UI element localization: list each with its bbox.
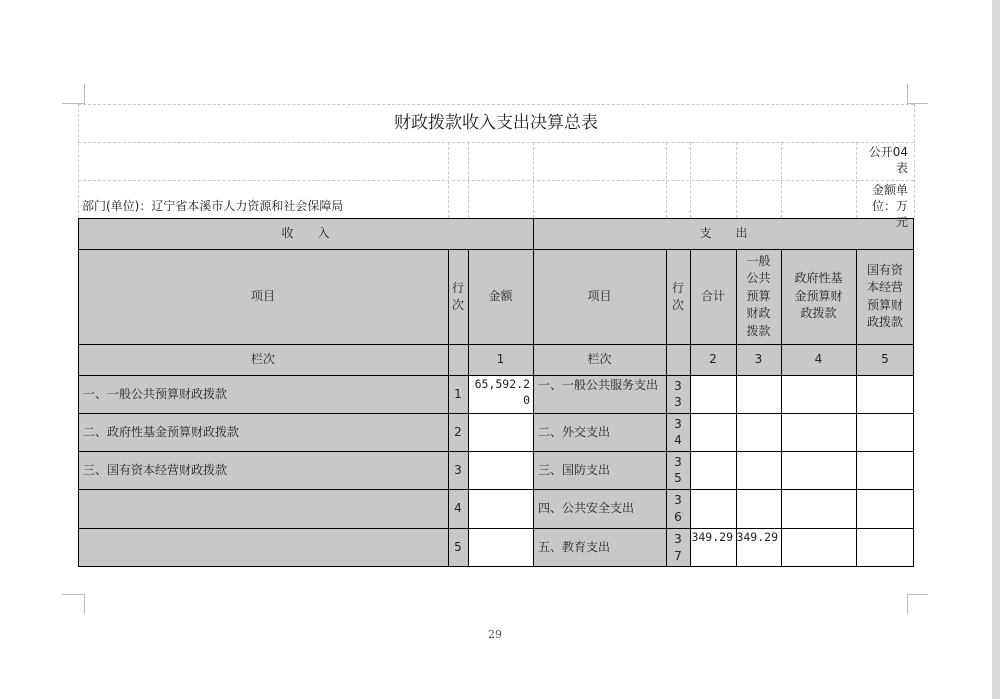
expense-row-no-cell: 33 bbox=[674, 378, 682, 409]
gridline bbox=[78, 413, 914, 414]
income-amount-cell bbox=[468, 413, 533, 451]
total-cell bbox=[690, 375, 736, 413]
gridline bbox=[78, 180, 914, 181]
income-amount-cell: 65,592.20 bbox=[474, 377, 530, 407]
crop-mark-bottom-left bbox=[62, 594, 84, 595]
gridline bbox=[690, 142, 691, 218]
income-amount-cell bbox=[468, 451, 533, 489]
gridline bbox=[78, 566, 914, 567]
gridline bbox=[690, 249, 691, 567]
income-item-cell: 二、政府性基金预算财政拨款 bbox=[83, 424, 240, 439]
department-label: 部门(单位)：辽宁省本溪市人力资源和社会保障局 bbox=[82, 199, 344, 213]
total-cell bbox=[690, 451, 736, 489]
gridline bbox=[78, 104, 79, 218]
income-row-no-cell: 4 bbox=[454, 501, 462, 516]
gridline bbox=[856, 142, 857, 218]
total-cell bbox=[690, 413, 736, 451]
gridline bbox=[78, 451, 914, 452]
income-header: 收 入 bbox=[281, 226, 330, 241]
income-item-header: 项目 bbox=[250, 289, 275, 304]
col-2-label: 2 bbox=[709, 352, 717, 367]
total-cell bbox=[690, 489, 736, 528]
total-cell: 349.29 bbox=[691, 530, 733, 544]
col-4-label: 4 bbox=[814, 352, 823, 367]
gridline bbox=[448, 249, 449, 567]
expense-header: 支 出 bbox=[699, 226, 748, 241]
income-row-no-header: 行次 bbox=[451, 281, 464, 312]
gridline bbox=[78, 528, 914, 529]
general-budget-cell bbox=[736, 413, 781, 451]
state-capital-header: 国有资本经营预算财政拨款 bbox=[866, 262, 903, 329]
expense-item-cell: 四、公共安全支出 bbox=[538, 501, 635, 516]
general-budget-cell bbox=[736, 451, 781, 489]
col-5-label: 5 bbox=[881, 352, 889, 367]
gridline bbox=[781, 249, 782, 567]
gridline bbox=[78, 249, 914, 250]
gridline bbox=[468, 249, 469, 567]
gridline bbox=[856, 249, 857, 567]
income-column-label: 栏次 bbox=[250, 352, 275, 367]
col-1-label: 1 bbox=[496, 352, 505, 367]
expense-item-cell: 三、国防支出 bbox=[538, 462, 611, 477]
gridline bbox=[736, 142, 737, 218]
general-budget-cell bbox=[736, 375, 781, 413]
gridline bbox=[448, 142, 449, 218]
gridline bbox=[666, 142, 667, 218]
gridline bbox=[78, 142, 914, 143]
amount-unit: 金额单位：万元 bbox=[871, 183, 908, 230]
gridline bbox=[914, 104, 915, 218]
expense-row-no-cell: 34 bbox=[674, 416, 682, 447]
vertical-scrollbar[interactable] bbox=[992, 0, 1000, 699]
budget-table bbox=[78, 104, 914, 567]
general-budget-header: 一般公共预算财政拨款 bbox=[746, 254, 771, 338]
income-row-no-cell: 1 bbox=[454, 386, 462, 401]
crop-mark-top-right-v bbox=[907, 84, 908, 104]
gridline bbox=[78, 344, 914, 345]
page-title: 财政拨款收入支出决算总表 bbox=[394, 112, 598, 133]
gov-fund-header: 政府性基金预算财政拨款 bbox=[794, 271, 843, 321]
general-budget-cell: 349.29 bbox=[736, 530, 778, 544]
expense-row-no-cell: 36 bbox=[674, 493, 682, 524]
gridline bbox=[913, 218, 914, 567]
income-amount-cell bbox=[468, 489, 533, 528]
expense-item-cell: 五、教育支出 bbox=[538, 540, 611, 555]
income-row-no-cell: 5 bbox=[454, 540, 462, 555]
income-amount-header: 金额 bbox=[488, 289, 513, 304]
expense-row-no-header: 行次 bbox=[671, 281, 684, 312]
expense-item-cell: 一、一般公共服务支出 bbox=[538, 378, 659, 392]
gridline bbox=[78, 218, 914, 219]
general-budget-cell bbox=[736, 489, 781, 528]
crop-mark-bottom-left-v bbox=[84, 594, 85, 614]
page-number: 29 bbox=[488, 628, 502, 641]
gridline bbox=[78, 375, 914, 376]
crop-mark-top-left-v bbox=[84, 84, 85, 104]
gridline bbox=[736, 249, 737, 567]
gridline bbox=[78, 104, 914, 105]
col-3-label: 3 bbox=[754, 352, 763, 367]
gridline bbox=[781, 142, 782, 218]
gridline bbox=[468, 142, 469, 218]
crop-mark-bottom-right-v bbox=[907, 594, 908, 614]
gridline bbox=[533, 218, 534, 567]
crop-mark-bottom-right bbox=[908, 594, 928, 595]
income-item-cell bbox=[78, 528, 448, 567]
income-row-no-cell: 3 bbox=[454, 462, 462, 477]
income-amount-cell bbox=[468, 528, 533, 567]
gridline bbox=[533, 142, 534, 218]
income-item-cell bbox=[78, 489, 448, 528]
expense-item-cell: 二、外交支出 bbox=[538, 424, 611, 439]
gridline bbox=[78, 489, 914, 490]
expense-column-label: 栏次 bbox=[587, 352, 612, 367]
income-item-cell: 三、国有资本经营财政拨款 bbox=[83, 462, 228, 477]
expense-row-no-cell: 35 bbox=[674, 454, 682, 485]
form-code: 公开04表 bbox=[868, 145, 908, 176]
expense-item-header: 项目 bbox=[587, 289, 612, 304]
gridline bbox=[78, 218, 79, 567]
total-header: 合计 bbox=[700, 289, 725, 304]
income-item-cell: 一、一般公共预算财政拨款 bbox=[83, 386, 228, 401]
gridline bbox=[666, 249, 667, 567]
expense-row-no-cell: 37 bbox=[674, 532, 682, 563]
income-row-no-cell: 2 bbox=[454, 424, 462, 439]
